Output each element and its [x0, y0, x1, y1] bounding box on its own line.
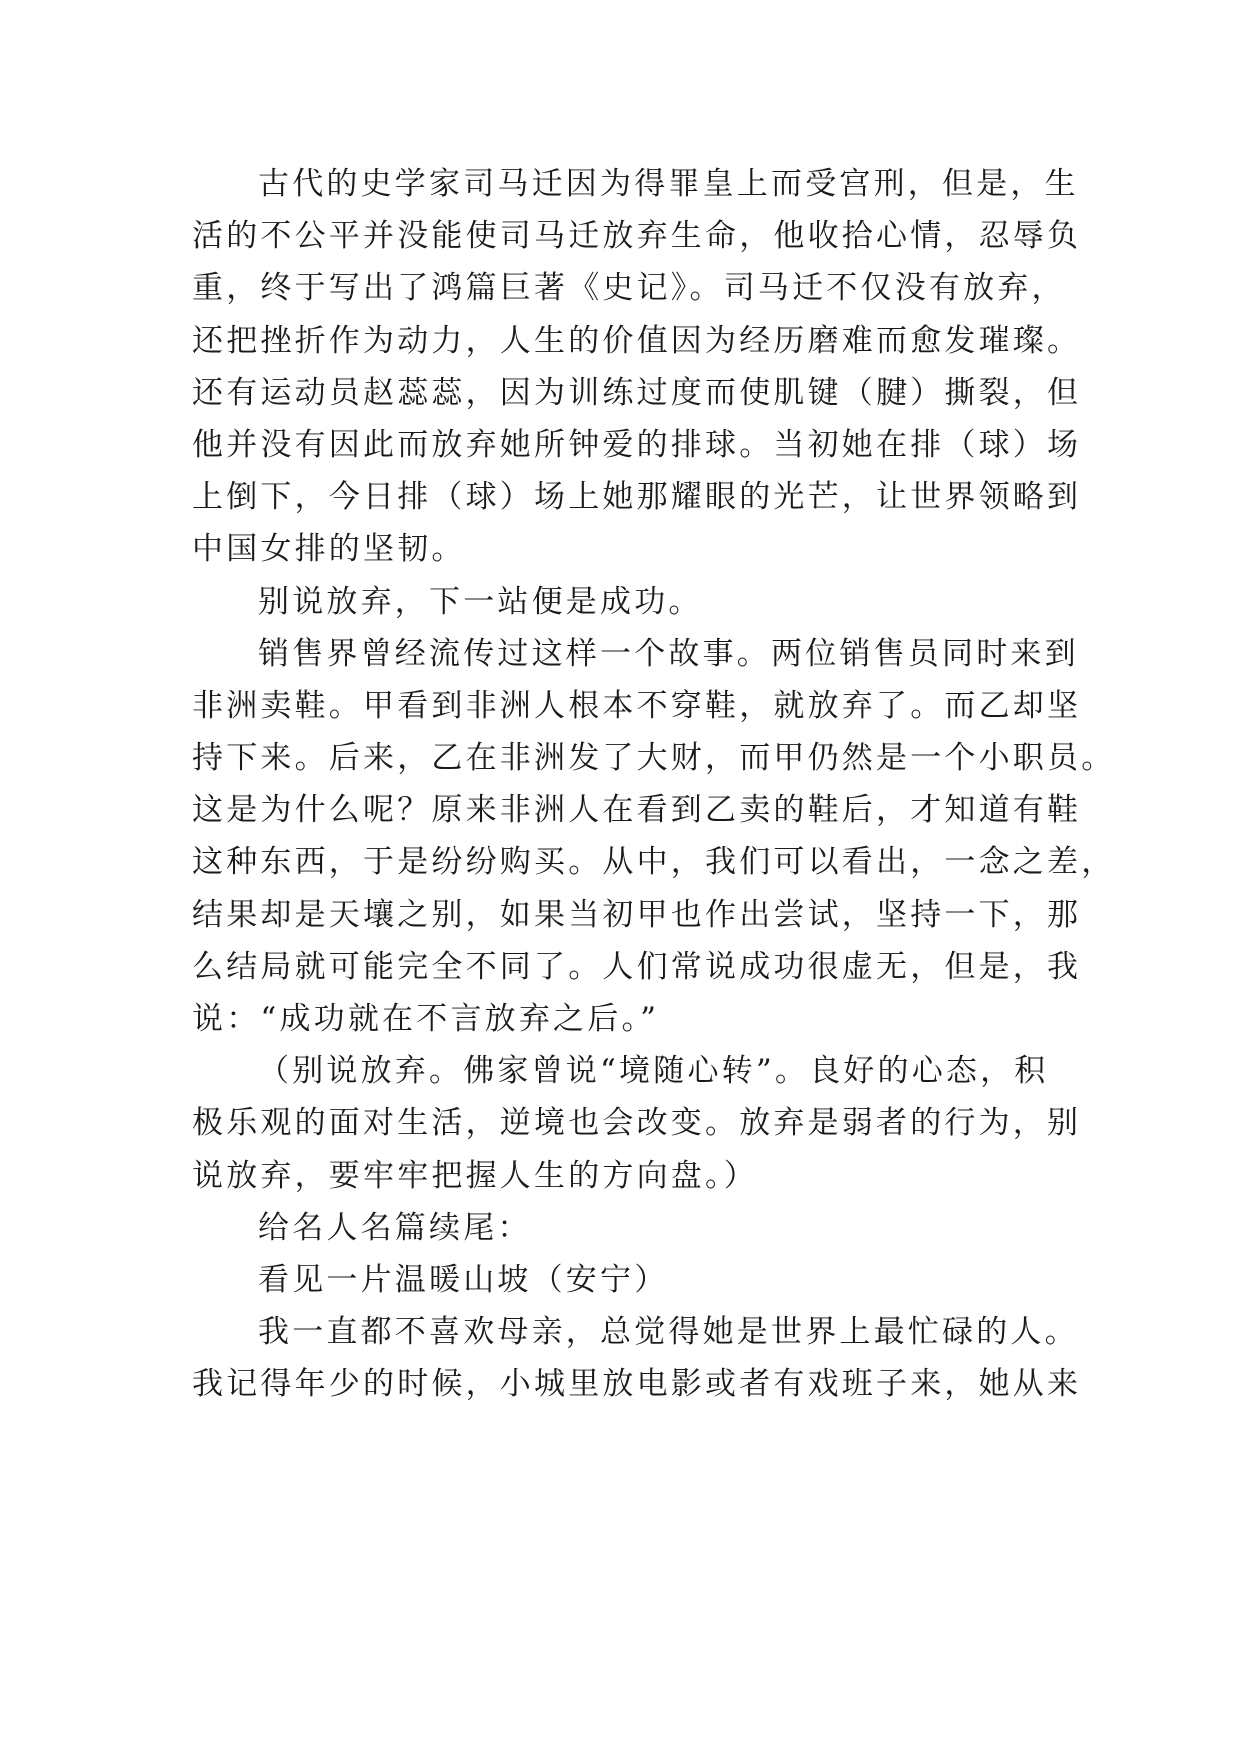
text-line: 这是为什么呢？原来非洲人在看到乙卖的鞋后，才知道有鞋	[192, 792, 1082, 829]
text-line: 结果却是天壤之别，如果当初甲也作出尝试，坚持一下，那	[192, 896, 1082, 933]
text-line: 这种东西，于是纷纷购买。从中，我们可以看出，一念之差，	[192, 844, 1116, 881]
text-line: 别说放弃，下一站便是成功。	[258, 583, 703, 620]
text-line: 非洲卖鞋。甲看到非洲人根本不穿鞋，就放弃了。而乙却坚	[192, 687, 1082, 724]
text-line: 还把挫折作为动力，人生的价值因为经历磨难而愈发璀璨。	[192, 322, 1082, 359]
text-line: 还有运动员赵蕊蕊，因为训练过度而使肌键（腱）撕裂，但	[192, 374, 1082, 411]
text-line: 极乐观的面对生活，逆境也会改变。放弃是弱者的行为，别	[192, 1105, 1082, 1142]
text-line: 重，终于写出了鸿篇巨著《史记》。司马迁不仅没有放弃，	[192, 270, 1066, 307]
text-line: 他并没有因此而放弃她所钟爱的排球。当初她在排（球）场	[192, 426, 1082, 463]
text-line: （别说放弃。佛家曾说“境随心转”。良好的心态，积	[258, 1053, 1049, 1090]
text-line: 说放弃，要牢牢把握人生的方向盘。）	[192, 1157, 758, 1194]
text-line: 我一直都不喜欢母亲，总觉得她是世界上最忙碌的人。	[258, 1314, 1079, 1351]
text-line: 看见一片温暖山坡（安宁）	[258, 1261, 669, 1298]
text-line: 说：“成功就在不言放弃之后。”	[192, 1001, 660, 1037]
body-text	[192, 158, 1116, 1411]
text-line: 我记得年少的时候，小城里放电影或者有戏班子来，她从来	[192, 1366, 1082, 1403]
text-line: 古代的史学家司马迁因为得罪皇上而受宫刑，但是，生	[258, 166, 1079, 202]
text-line: 上倒下，今日排（球）场上她那耀眼的光芒，让世界领略到	[192, 479, 1082, 516]
text-line: 活的不公平并没能使司马迁放弃生命，他收拾心情，忍辱负	[192, 218, 1082, 255]
text-line: 给名人名篇续尾：	[258, 1209, 532, 1246]
text-line: 销售界曾经流传过这样一个故事。两位销售员同时来到	[258, 635, 1079, 672]
text-line: 中国女排的坚韧。	[192, 531, 466, 568]
text-line: 持下来。后来，乙在非洲发了大财，而甲仍然是一个小职员。	[192, 740, 1116, 777]
text-line: 么结局就可能完全不同了。人们常说成功很虚无，但是，我	[192, 948, 1082, 985]
